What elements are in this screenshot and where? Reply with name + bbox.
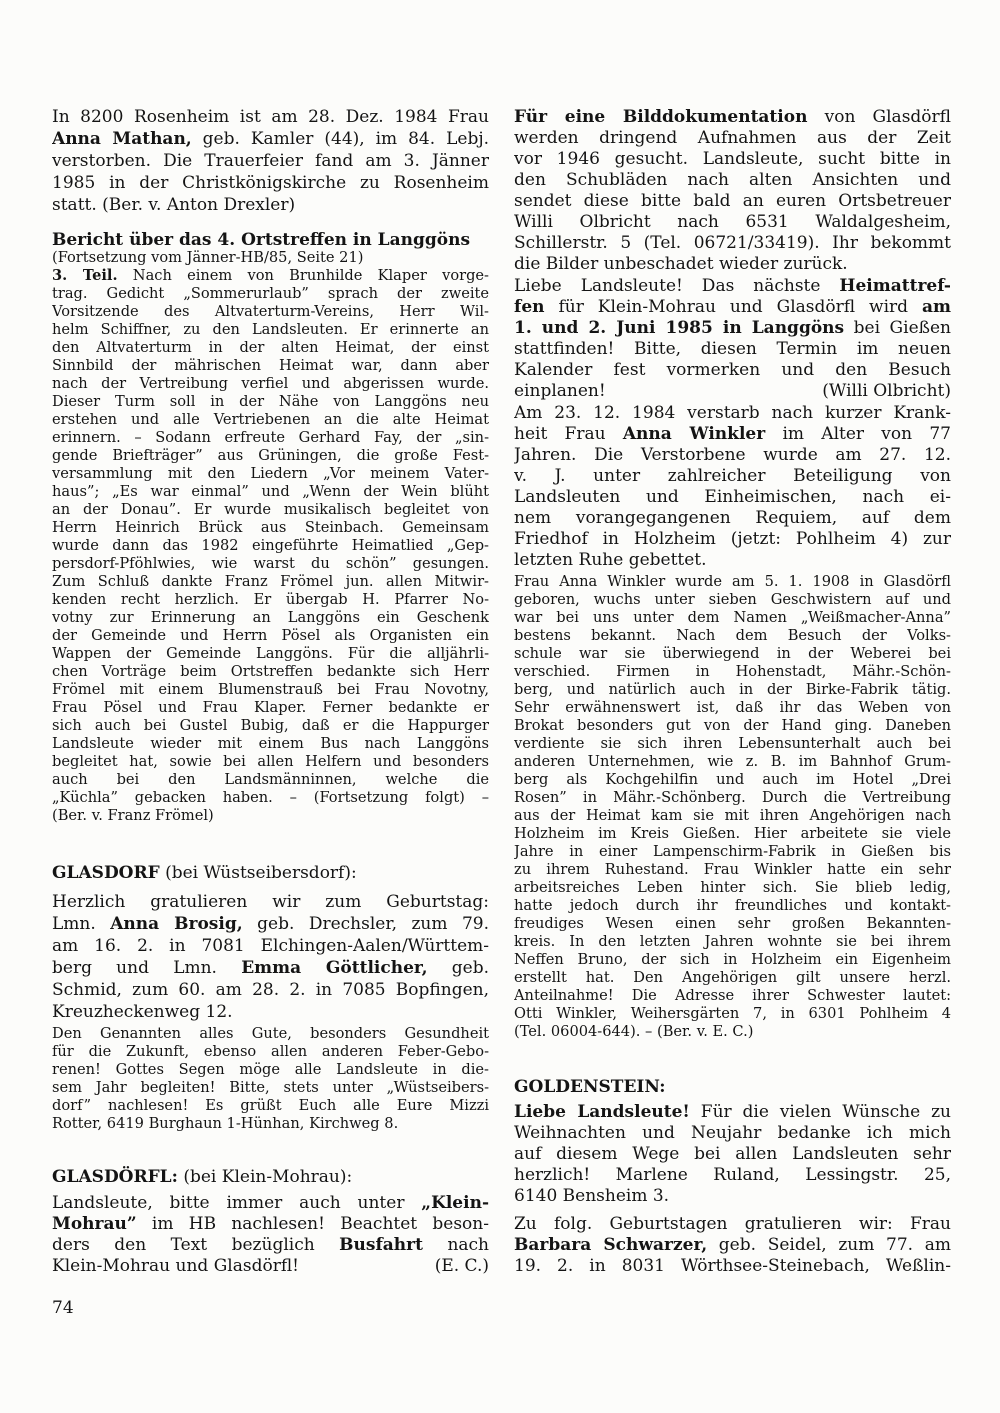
bold-text: Liebe Landsleute! <box>514 1102 690 1122</box>
text-run: sem Jahr begleiten! Bitte, stets unter „Wüstseibers- <box>52 1079 489 1096</box>
text-line <box>52 1043 489 1061</box>
text-line <box>514 128 951 149</box>
bold-text: Busfahrt <box>339 1235 423 1255</box>
text-line <box>514 1023 951 1041</box>
obituary-anna-winkler <box>514 403 951 571</box>
text-line <box>514 445 951 466</box>
text-run: (Ber. v. Franz Frömel) <box>52 807 214 824</box>
text-line <box>514 1235 951 1256</box>
text-run: den Schubläden nach alten Ansichten und <box>514 170 951 190</box>
page-number: 74 <box>52 1298 74 1318</box>
text-line <box>514 254 951 275</box>
text-run: kenden recht herzlich. Er übergab H. Pfarrer No- <box>52 591 489 608</box>
text-run: nach <box>422 1235 489 1255</box>
text-run: an der Donau”. Er wurde musikalisch begleitet von <box>52 501 489 518</box>
text-run: berg und Lmn. <box>52 958 242 978</box>
text-line <box>52 771 489 789</box>
text-line <box>514 149 951 170</box>
text-run: helm Schiffner, zu den Landsleuten. Er erinnerte an <box>52 321 489 338</box>
text-run: Jahren. Die Verstorbene wurde am 27. 12. <box>514 445 951 465</box>
bold-text: Bericht über das 4. Ortstreffen in Langgöns <box>52 230 471 250</box>
text-run: Sehr erwähnenswert ist, daß ihr das Weben von <box>514 699 951 716</box>
text-run: bestens bekannt. Nach dem Besuch der Volks- <box>514 627 951 644</box>
text-line <box>514 1186 951 1207</box>
homeland-meeting-notice <box>514 276 951 402</box>
text-line <box>514 591 951 609</box>
goldenstein-thanks <box>514 1102 951 1207</box>
text-run: begleitet hat, sowie bei allen Helfern und besonders <box>52 753 489 770</box>
text-run: geb. Drechsler, zum 79. <box>242 914 489 934</box>
text-run: Nach einem von Brunhilde Klaper vorge- <box>117 267 489 284</box>
text-run: dorf” nachlesen! Es grüßt Euch alle Eure Mizzi <box>52 1097 489 1114</box>
text-run: haus”; „Es war einmal” und „Wenn der Wein blüht <box>52 483 489 500</box>
text-run: persdorf-Pföhlwies, wie warst du schön” gesungen. <box>52 555 489 572</box>
text-line <box>514 1165 951 1186</box>
text-run: herzlich! Marlene Ruland, Lessingstr. 25, <box>514 1165 951 1185</box>
text-line <box>52 303 489 321</box>
text-line <box>52 1214 489 1235</box>
text-run: geboren, wuchs unter sieben Geschwistern auf und <box>514 591 951 608</box>
text-line <box>52 1256 489 1277</box>
text-run: versammlung mit den Liedern „Vor meinem Vater- <box>52 465 489 482</box>
bold-text: Anna Winkler <box>622 424 766 444</box>
text-line <box>514 297 951 318</box>
text-run: erinnern. – Sodann erfreute Gerhard Fay, der „sin- <box>52 429 489 446</box>
text-run: Am 23. 12. 1984 verstarb nach kurzer Krank- <box>514 403 951 423</box>
text-run: gende Briefträger” aus Grüningen, die große Fest- <box>52 447 489 464</box>
text-run: 6140 Bensheim 3. <box>514 1186 670 1206</box>
text-line <box>514 969 951 987</box>
text-line <box>514 753 951 771</box>
text-line <box>514 1123 951 1144</box>
text-line <box>514 1144 951 1165</box>
text-run: heit Frau <box>514 424 623 444</box>
text-line <box>52 537 489 555</box>
text-line <box>52 645 489 663</box>
text-line <box>514 318 951 339</box>
text-run: Weihnachten und Neujahr bedanke ich mich <box>514 1123 951 1143</box>
text-line <box>52 393 489 411</box>
text-line <box>514 609 951 627</box>
text-run: Den Genannten alles Gute, besonders Gesundheit <box>52 1025 489 1042</box>
text-run: Jahre in einer Lampenschirm-Fabrik in Gießen bis <box>514 843 951 860</box>
text-line <box>514 915 951 933</box>
text-run: Frömel mit einem Blumenstrauß bei Frau Novotny, <box>52 681 489 698</box>
text-line <box>514 191 951 212</box>
text-line <box>514 381 951 402</box>
text-line <box>514 861 951 879</box>
bold-text: Für eine Bilddokumentation <box>514 107 808 127</box>
text-run: hatte jedoch durch ihr freundliches und kontakt- <box>514 897 951 914</box>
text-line <box>52 339 489 357</box>
text-line <box>514 933 951 951</box>
text-line <box>514 170 951 191</box>
text-line <box>52 1235 489 1256</box>
text-line <box>52 172 489 194</box>
goldenstein-heading <box>514 1076 951 1098</box>
text-line <box>514 276 951 297</box>
glasdorf-birthdays <box>52 891 489 1023</box>
text-run: Wappen der Gemeinde Langgöns. Für die alljährli- <box>52 645 489 662</box>
text-run: die Bilder unbeschadet wieder zurück. <box>514 254 848 274</box>
text-run: Schmid, zum 60. am 28. 2. in 7085 Bopfingen, <box>52 980 489 1000</box>
text-run: Vorsitzende des Altvaterturm-Vereins, Herr Wil- <box>52 303 489 320</box>
text-run: erstehen und alle Vertriebenen an die alte Heimat <box>52 411 489 428</box>
text-run: Brokat besonders gut von der Hand ging. Daneben <box>514 717 951 734</box>
text-run: auf diesem Wege bei allen Landsleuten sehr <box>514 1144 951 1164</box>
text-line <box>52 935 489 957</box>
text-line <box>514 807 951 825</box>
text-line <box>514 1102 951 1123</box>
text-run: im HB nachlesen! Beachtet beson- <box>136 1214 489 1234</box>
text-run: nem vorangegangenen Requiem, auf dem <box>514 508 951 528</box>
text-line <box>52 465 489 483</box>
text-line <box>52 150 489 172</box>
text-run: (bei Klein-Mohrau): <box>177 1167 353 1187</box>
bold-text: GLASDORF <box>52 863 160 883</box>
text-run: geb. <box>427 958 489 978</box>
text-line <box>514 627 951 645</box>
text-line <box>514 663 951 681</box>
bold-text: Emma Göttlicher, <box>241 958 428 978</box>
bold-text: „Klein- <box>421 1193 489 1213</box>
text-run: vor 1946 gesucht. Landsleute, sucht bitte in <box>514 149 951 169</box>
bold-text: fen <box>514 297 545 317</box>
text-line <box>52 753 489 771</box>
text-run: Lmn. <box>52 914 111 934</box>
bold-text: Anna Brosig, <box>110 914 243 934</box>
text-line <box>52 717 489 735</box>
text-line <box>52 321 489 339</box>
text-line <box>52 483 489 501</box>
text-run: Frau Anna Winkler wurde am 5. 1. 1908 in Glasdörfl <box>514 573 951 590</box>
text-run: einplanen! <box>514 381 606 401</box>
text-line <box>52 957 489 979</box>
text-run: geb. Kamler (44), im 84. Lebj. <box>191 129 489 149</box>
anna-winkler-biography <box>514 573 951 1041</box>
text-line <box>514 789 951 807</box>
bold-text: Barbara Schwarzer, <box>514 1235 708 1255</box>
text-run: Zum Schluß dankte Franz Frömel jun. allen Mitwir- <box>52 573 489 590</box>
text-run: Friedhof in Holzheim (jetzt: Pohlheim 4) zur <box>514 529 951 549</box>
text-run: berg als Kochgehilfin und auch im Hotel „Drei <box>514 771 951 788</box>
text-run: sendet diese bitte bald an euren Ortsbetreuer <box>514 191 951 211</box>
text-run: Zu folg. Geburtstagen gratulieren wir: Frau <box>514 1214 951 1234</box>
glasdoerfl-heading <box>52 1166 489 1188</box>
text-line <box>52 1097 489 1115</box>
text-line <box>52 555 489 573</box>
text-line <box>514 879 951 897</box>
text-run: Anteilnahme! Die Adresse ihrer Schwester lautet: <box>514 987 951 1004</box>
text-run: am 16. 2. in 7081 Elchingen-Aalen/Württem- <box>52 936 489 956</box>
text-line <box>52 735 489 753</box>
text-run: (Tel. 06004-644). – (Ber. v. E. C.) <box>514 1023 754 1040</box>
text-run: Klein-Mohrau und Glasdörfl! <box>52 1256 300 1276</box>
text-line <box>52 106 489 128</box>
text-run: v. J. unter zahlreicher Beteiligung von <box>514 466 951 486</box>
text-run: trag. Gedicht „Sommerurlaub” sprach der zweite <box>52 285 489 302</box>
text-line <box>52 807 489 825</box>
text-run: anderen Unternehmen, wie z. B. im Bahnhof Grum- <box>514 753 951 770</box>
text-line <box>514 645 951 663</box>
text-line <box>514 681 951 699</box>
bold-text: 3. Teil. <box>52 267 118 284</box>
text-run: freudiges Wesen einen sehr großen Bekannten- <box>514 915 951 932</box>
text-line <box>514 529 951 550</box>
text-run: Schillerstr. 5 (Tel. 06721/33419). Ihr bekommt <box>514 233 951 253</box>
text-line <box>514 403 951 424</box>
text-run: verdiente sie sich ihren Lebensunterhalt auch bei <box>514 735 951 752</box>
text-line <box>52 699 489 717</box>
text-line <box>514 951 951 969</box>
text-line <box>514 987 951 1005</box>
text-run: werden dringend Aufnahmen aus der Zeit <box>514 128 951 148</box>
text-run: letzten Ruhe gebettet. <box>514 550 707 570</box>
text-run: (bei Wüstseibersdorf): <box>159 863 357 883</box>
text-line <box>514 717 951 735</box>
text-line <box>514 466 951 487</box>
text-run: aus der Heimat kam sie mit ihren Angehörigen nach <box>514 807 951 824</box>
bold-text: GLASDÖRFL: <box>52 1167 178 1187</box>
text-line <box>52 979 489 1001</box>
text-line <box>52 375 489 393</box>
text-line <box>514 897 951 915</box>
bold-text: 1. und 2. Juni 1985 in Langgöns <box>514 318 845 338</box>
text-run: von Glasdörfl <box>807 107 951 127</box>
text-line <box>52 1115 489 1133</box>
text-line <box>52 285 489 303</box>
bold-text: Mohrau” <box>52 1214 137 1234</box>
text-run: für die Zukunft, ebenso allen anderen Feber-Gebo- <box>52 1043 489 1060</box>
text-run: ders den Text bezüglich <box>52 1235 340 1255</box>
text-line <box>52 1193 489 1214</box>
text-line <box>52 411 489 429</box>
text-line <box>52 1001 489 1023</box>
text-line <box>52 501 489 519</box>
text-run: berg, und natürlich auch in der Birke-Fabrik tätig. <box>514 681 951 698</box>
report-body <box>52 267 489 825</box>
text-line <box>514 550 951 571</box>
text-line <box>514 1256 951 1277</box>
text-run: Landsleuten und Einheimischen, nach ei- <box>514 487 951 507</box>
text-run: Holzheim im Kreis Gießen. Hier arbeitete sie viele <box>514 825 951 842</box>
text-run: In 8200 Rosenheim ist am 28. Dez. 1984 Frau <box>52 107 489 127</box>
text-run: kreis. In den letzten Jahren wohnte sie bei ihrem <box>514 933 951 950</box>
bold-text: Heimattref- <box>839 276 951 296</box>
text-line <box>52 663 489 681</box>
attribution: (E. C.) <box>434 1256 489 1276</box>
text-line <box>514 699 951 717</box>
text-run: Dieser Turm soll in der Nähe von Langgöns neu <box>52 393 489 410</box>
text-line <box>514 212 951 233</box>
text-line <box>52 789 489 807</box>
text-run: arbeitsreiches Leben hinter sich. Sie blieb ledig, <box>514 879 951 896</box>
text-line <box>52 1061 489 1079</box>
text-run: (Fortsetzung vom Jänner-HB/85, Seite 21) <box>52 249 364 266</box>
text-line <box>514 825 951 843</box>
text-run: verschied. Firmen in Hohenstadt, Mähr.-Schön- <box>514 663 951 680</box>
text-line <box>52 913 489 935</box>
text-line <box>52 429 489 447</box>
text-line <box>52 891 489 913</box>
text-run: Rosen” in Mähr.-Schönberg. Durch die Vertreibung <box>514 789 951 806</box>
text-line <box>52 128 489 150</box>
text-line <box>514 424 951 445</box>
text-line <box>52 1025 489 1043</box>
text-run: im Alter von 77 <box>765 424 951 444</box>
text-line <box>514 233 951 254</box>
text-run: zu ihrem Ruhestand. Frau Winkler hatte ein sehr <box>514 861 951 878</box>
text-run: Otti Winkler, Weihersgärten 7, in 6301 Pohlheim 4 <box>514 1005 951 1022</box>
report-subheading <box>52 249 489 267</box>
text-line <box>52 194 489 216</box>
text-run: bei Gießen <box>844 318 951 338</box>
text-line <box>52 267 489 285</box>
text-line <box>514 735 951 753</box>
text-line <box>514 771 951 789</box>
text-run: war bei uns unter dem Namen „Weißmacher-Anna” <box>514 609 951 626</box>
text-run: „Küchla” gebacken haben. – (Fortsetzung folgt) – <box>52 789 489 806</box>
obituary-anna-mathan <box>52 106 489 216</box>
text-line <box>514 487 951 508</box>
text-run: geb. Seidel, zum 77. am <box>707 1235 951 1255</box>
text-run: erstellt hat. Den Angehörigen gilt unsere herzl. <box>514 969 951 986</box>
text-line <box>52 519 489 537</box>
bold-text: am <box>921 297 951 317</box>
text-run: Rotter, 6419 Burghaun 1-Hünhan, Kirchweg 8. <box>52 1115 399 1132</box>
text-run: renen! Gottes Segen möge alle Landsleute in die- <box>52 1061 489 1078</box>
text-line <box>514 360 951 381</box>
text-run: 1985 in der Christkönigskirche zu Rosenheim <box>52 173 489 193</box>
text-line <box>514 339 951 360</box>
text-line <box>514 1076 951 1098</box>
text-run: Kreuzheckenweg 12. <box>52 1002 233 1022</box>
text-run: chen Vorträge beim Ortstreffen bedankte sich Herr <box>52 663 489 680</box>
photo-documentation-notice <box>514 107 951 275</box>
text-line <box>52 357 489 375</box>
text-run: statt. (Ber. v. Anton Drexler) <box>52 195 296 215</box>
text-run: 19. 2. in 8031 Wörthsee-Steinebach, Weßlin- <box>514 1256 951 1276</box>
text-run: den Altvaterturm in der alten Heimat, der einst <box>52 339 489 356</box>
glasdoerfl-notice <box>52 1193 489 1277</box>
text-run: schule war sie überwiegend in der Weberei bei <box>514 645 951 662</box>
text-line <box>52 229 489 251</box>
text-run: Sinnbild der mährischen Heimat war, dann aber <box>52 357 489 374</box>
text-run: votny zur Erinnerung an Langgöns ein Geschenk <box>52 609 489 626</box>
text-run: Für die vielen Wünsche zu <box>689 1102 951 1122</box>
text-line <box>514 508 951 529</box>
text-run: Landsleute wieder mit einem Bus nach Langgöns <box>52 735 489 752</box>
attribution: (Willi Olbricht) <box>822 381 951 401</box>
text-line <box>52 591 489 609</box>
text-line <box>52 1166 489 1188</box>
text-run: Neffen Bruno, der sich in Holzheim ein Eigenheim <box>514 951 951 968</box>
goldenstein-birthdays <box>514 1214 951 1277</box>
text-line <box>52 249 489 267</box>
bold-text: GOLDENSTEIN: <box>514 1077 666 1097</box>
text-run: Kalender fest vormerken und den Besuch <box>514 360 951 380</box>
text-line <box>514 107 951 128</box>
text-run: auch bei den Landsmänninnen, welche die <box>52 771 489 788</box>
glasdorf-greetings <box>52 1025 489 1133</box>
text-run: Landsleute, bitte immer auch unter <box>52 1193 422 1213</box>
text-run: Herzlich gratulieren wir zum Geburtstag: <box>52 892 489 912</box>
text-run: nach der Vertreibung verfiel und abgerissen wurde. <box>52 375 489 392</box>
text-run: verstorben. Die Trauerfeier fand am 3. Jänner <box>52 151 489 171</box>
text-line <box>52 681 489 699</box>
text-line <box>514 1214 951 1235</box>
text-line <box>514 843 951 861</box>
text-run: Liebe Landsleute! Das nächste <box>514 276 840 296</box>
text-run: der Gemeinde und Herrn Pösel als Organisten ein <box>52 627 489 644</box>
text-run: wurde dann das 1982 eingeführte Heimatlied „Gep- <box>52 537 489 554</box>
text-run: Frau Pösel und Frau Klaper. Ferner bedankte er <box>52 699 489 716</box>
report-heading <box>52 229 489 251</box>
bold-text: Anna Mathan, <box>52 129 192 149</box>
text-line <box>514 573 951 591</box>
text-line <box>52 1079 489 1097</box>
text-line <box>514 1005 951 1023</box>
text-line <box>52 862 489 884</box>
text-run: stattfinden! Bitte, diesen Termin im neuen <box>514 339 951 359</box>
text-line <box>52 609 489 627</box>
glasdorf-heading <box>52 862 489 884</box>
text-line <box>52 447 489 465</box>
text-run: Herrn Heinrich Brück aus Steinbach. Gemeinsam <box>52 519 489 536</box>
text-line <box>52 573 489 591</box>
text-run: sich auch bei Gustel Bubig, daß er die Happurger <box>52 717 489 734</box>
text-run: Willi Olbricht nach 6531 Waldalgesheim, <box>514 212 951 232</box>
text-run: für Klein-Mohrau und Glasdörfl wird <box>544 297 922 317</box>
text-line <box>52 627 489 645</box>
